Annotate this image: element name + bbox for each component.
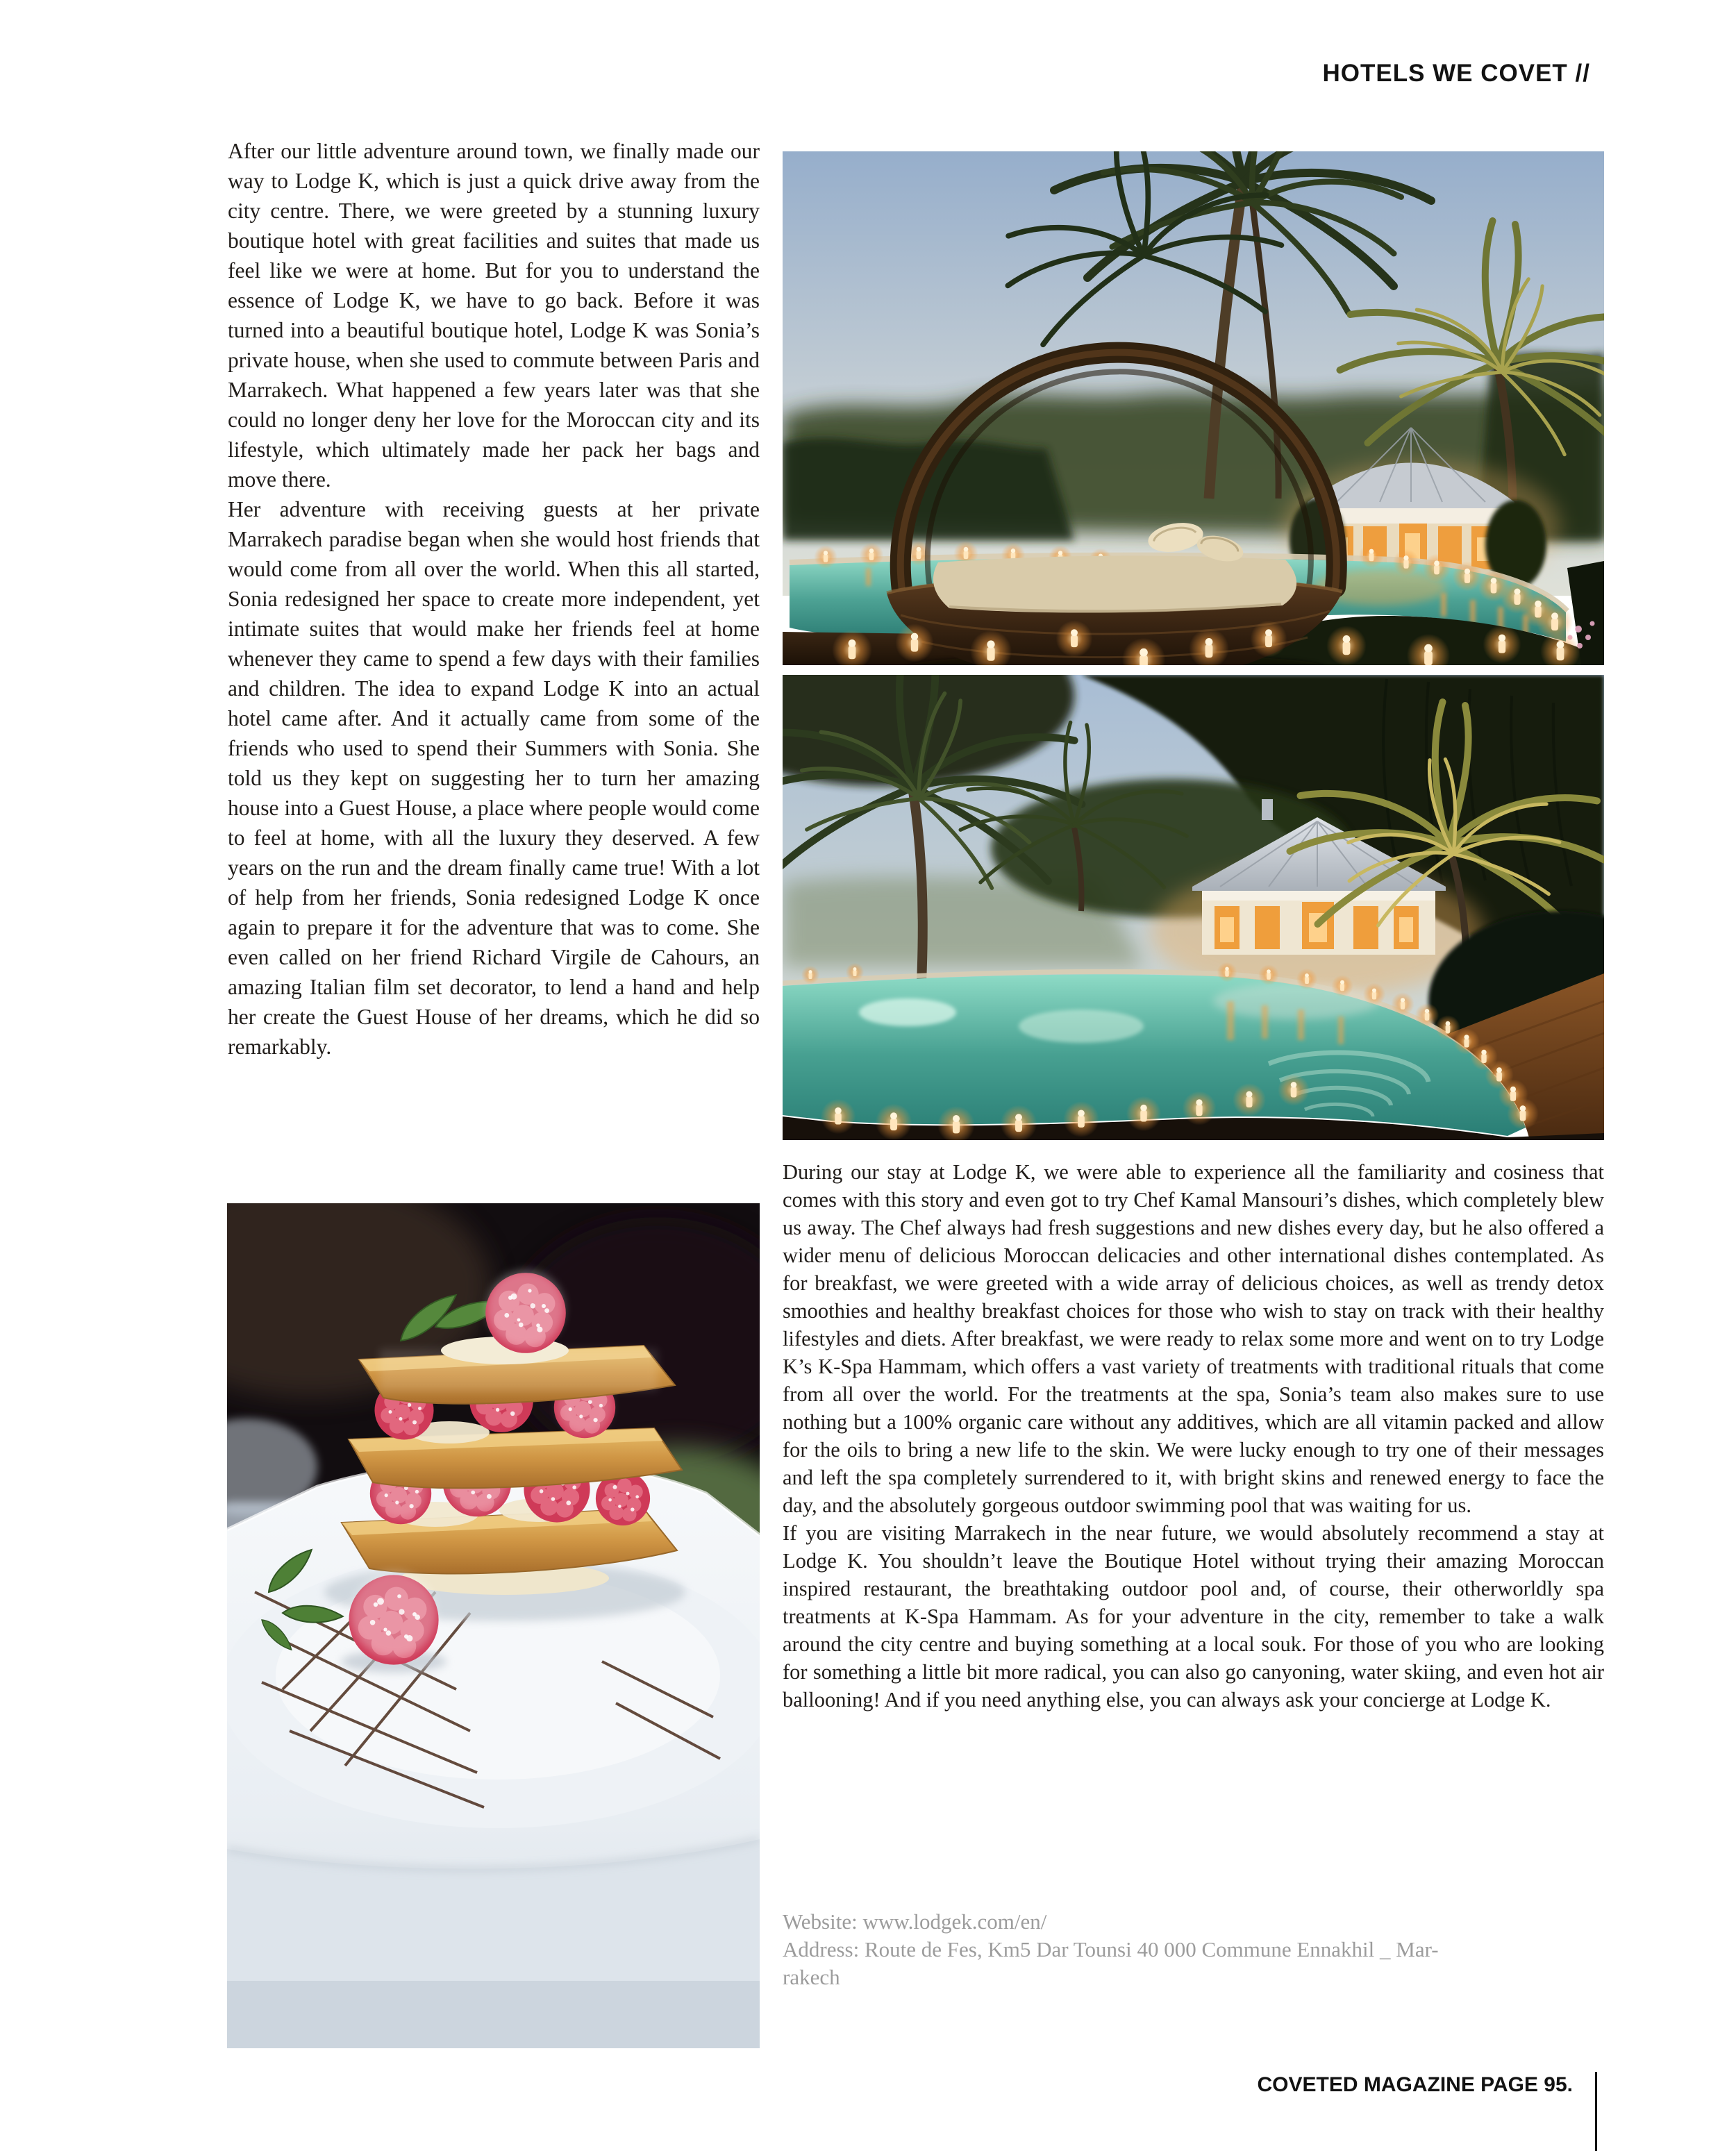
page-footer xyxy=(1257,2073,1573,2097)
section-title: HOTELS WE COVET // xyxy=(1322,60,1590,87)
left-text-column xyxy=(228,136,760,1062)
photo-stack xyxy=(783,151,1604,1140)
address-line: Address: Route de Fes, Km5 Dar Tounsi 40 000 Commune Ennakhil _ Mar- xyxy=(783,1937,1439,1961)
pool-daybed-photo xyxy=(783,151,1604,665)
paragraph: After our little adventure around town, we finally made our way to Lodge K, which is just a quick drive away from the city centre. There, we were greeted by a stunning luxury boutique hotel with great facilities and suites that made us feel like we were at home. But for you to understand the essence of Lodge K, we have to go back. Before it was turned into a beautiful boutique hotel, Lodge K was Sonia’s private house, when she used to commute between Paris and Marrakech. What happened a few years later was that she could no longer deny her love for the Moroccan city and its lifestyle, which ultimately made her pack her bags and move there. xyxy=(228,139,760,492)
paragraph: During our stay at Lodge K, we were able to experience all the familiarity and cosiness that comes with this story and even got to try Chef Kamal Mansouri’s dishes, which completely blew us away. The Chef always had fresh suggestions and new dishes every day, but he also offered a wider menu of delicious Moroccan delicacies and other international dishes contemplated. As for breakfast, we were greeted with a wide array of delicious choices, as well as trendy detox smoothies and healthy breakfast choices for those who wish to stay on track with their healthy lifestyles and diets. After breakfast, we were ready to relax some more and went on to try Lodge K’s K-Spa Hammam, which offers a vast variety of treatments with traditional rituals that come from all over the world. For the treatments at the spa, Sonia’s team also makes sure to use nothing but a 100% organic care without any additives, which are all vitamin packed and allow for the oils to bring a new life to the skin. We were lucky enough to try one of their messages and left the spa completely surrendered to it, with bright skins and renewed energy to face the day, and the absolutely gorgeous outdoor swimming pool that was waiting for us. xyxy=(783,1160,1604,1517)
paragraph: Her adventure with receiving guests at her private Marrakech paradise began when she would host friends that would come from all over the world. When this all started, Sonia redesigned her space to create more independent, yet intimate suites that would make her friends feel at home whenever they came to spend a few days with their families and children. The idea to expand Lodge K into an actual hotel came after. And it actually came from some of the friends who used to spend their Summers with Sonia. She told us they kept on suggesting her to turn her amazing house into a Guest House, a place where people would come to feel at home, with all the luxury they deserved. A few years on the run and the dream finally came true! With a lot of help from her friends, Sonia redesigned Lodge K once again to prepare it for the adventure that was to come. She even called on her friend Richard Virgile de Cahours, an amazing Italian film set decorator, to lend a hand and help her create the Guest House of her dreams, which he did so remarkably. xyxy=(228,497,760,1059)
footer-text: COVETED MAGAZINE PAGE 95. xyxy=(1257,2073,1573,2096)
contact-info xyxy=(783,1908,1604,1991)
website-line: Website: www.lodgek.com/en/ xyxy=(783,1909,1047,1934)
pool-villa-photo xyxy=(783,675,1604,1140)
page-header xyxy=(1322,60,1590,87)
right-text-column xyxy=(783,1158,1604,1714)
paragraph: If you are visiting Marrakech in the near future, we would absolutely recommend a stay at Lodge K. You shouldn’t leave the Boutique Hotel without trying their amazing Moroccan inspired restaurant, the breathtaking outdoor pool and, of course, their otherworldly spa treatments at K-Spa Hammam. As for your adventure in the city, remember to take a walk around the city centre and buying something at a local souk. For those of you who are looking for something a little bit more radical, you can also go canyoning, water skiing, and even hot air ballooning! And if you need anything else, you can always ask your concierge at Lodge K. xyxy=(783,1521,1604,1711)
address-line-2: rakech xyxy=(783,1965,840,1989)
footer-rule xyxy=(1595,2072,1597,2151)
dessert-photo xyxy=(227,1203,760,2048)
